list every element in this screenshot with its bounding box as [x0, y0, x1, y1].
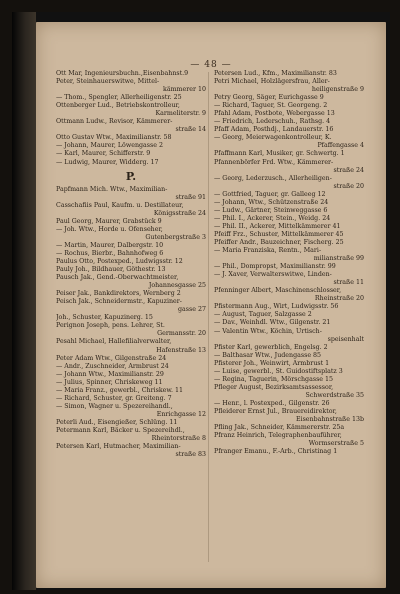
directory-entry: Pfister Karl, gewerblich, Engelsg. 2 [214, 343, 328, 351]
directory-entry: — Julius, Spinner, Chriskeweg 11 [56, 378, 163, 386]
directory-entry: Pfistermann Aug., Wirt, Ludwigsstr. 56 [214, 303, 339, 311]
directory-entry: Pfranger Emanu., F.-Arb., Christinag 1 [214, 448, 338, 456]
directory-entry: — Simon, Wagner u. Spezereihandl., [56, 402, 173, 410]
left-column [56, 70, 206, 459]
section-letter: P. [125, 169, 137, 183]
directory-entry: — Martin, Maurer, Dalbergstr. 10 [56, 241, 164, 249]
directory-entry-continuation: speisenhalt [327, 335, 364, 343]
directory-entry: — Georg, Lederzusch., Allerheiligen- [214, 174, 332, 182]
book-binding [12, 12, 36, 590]
directory-entry: — Phil., Dompropst, Maximilianstr. 99 [214, 263, 336, 271]
directory-entry-continuation: Königsstraße 24 [153, 209, 206, 217]
directory-entry-continuation: straße 24 [333, 166, 364, 174]
directory-entry: — Johann, Wtw., Schützenstraße 24 [214, 198, 329, 206]
directory-entry-continuation: Rheintorstraße 8 [151, 435, 206, 443]
directory-entry-continuation: Wormserstraße 5 [308, 440, 364, 448]
directory-entry: — Phil. II., Ackerer, Mittelkämmerer 41 [214, 222, 341, 230]
directory-entry: Ottenberger Lud., Betriebskontrolleur, [56, 102, 180, 110]
directory-entry: Pfeiffer Andr., Bauzeichner, Fischerg. 25 [214, 238, 344, 246]
directory-entry: Joh., Schuster, Kapuzinerg. 15 [56, 314, 153, 322]
directory-entry: Casschafiis Paul, Kaufm. u. Destillateur, [56, 201, 184, 209]
directory-entry: Otto Gustav Wtw., Maximilianstr. 58 [56, 134, 172, 142]
directory-entry: Peter Adam Wtw., Gilgenstraße 24 [56, 354, 167, 362]
directory-entry: Pfahl Adam, Postbote, Webergasse 13 [214, 110, 335, 118]
directory-entry: — Gottfried, Taguer, gr. Galleeg 12 [214, 190, 326, 198]
directory-entry-continuation: Johannesgasse 25 [148, 282, 206, 290]
directory-entry-continuation: gasse 27 [178, 306, 206, 314]
directory-entry-continuation: Karmeliterstr. 9 [155, 110, 206, 118]
directory-entry: Pausch Jak., Gend.-Oberwachtmeister, [56, 274, 179, 282]
directory-entry-continuation: straße 83 [175, 451, 206, 459]
directory-entry: Perignon Joseph, pens. Lehrer, St. [56, 322, 165, 330]
book-page-photo [12, 12, 390, 590]
directory-entry: Peisch Jak., Schneidermstr., Kapuziner- [56, 298, 182, 306]
directory-entry: Pfleiderer Ernst Jul., Brauereidirektor, [214, 407, 337, 415]
directory-entry: Pfling Jak., Schneider, Kämmererstr. 25a [214, 424, 345, 432]
directory-entry-continuation: Germansstr. 20 [157, 330, 206, 338]
directory-entry: — J. Xaver, Verwalterswitwe, Linden- [214, 271, 332, 279]
directory-entry: Pfranz Heinrich, Telegraphenbauführer, [214, 432, 342, 440]
directory-entry: Peiser Jak., Bankdirektors, Wernberg 2 [56, 290, 181, 298]
directory-entry: — Phil. I., Ackerer, Stein., Weidg. 24 [214, 214, 331, 222]
directory-entry: Petersen Karl, Hutmacher, Maximilian- [56, 443, 181, 451]
directory-entry: Ottmann Ludw., Revisor, Kämmerer- [56, 118, 173, 126]
directory-entry: Petersen Lud., Kfm., Maximilianstr. 83 [214, 70, 337, 77]
directory-entry: — Richard, Taguer, St. Georgeng. 2 [214, 102, 328, 110]
directory-entry-continuation: Pfaffengasse 4 [317, 142, 364, 150]
right-column [214, 70, 364, 456]
directory-entry-continuation: straße 91 [175, 193, 206, 201]
directory-entry: Paulus Otto, Postexped., Ludwigsstr. 12 [56, 257, 183, 265]
directory-entry: Pfisterer Joh., Weinwirt, Armbrust 1 [214, 359, 330, 367]
directory-entry-continuation: straße 20 [333, 182, 364, 190]
directory-entry: Pfaffmann Karl, Musiker, gr. Schwertg. 1 [214, 150, 345, 158]
directory-entry: Peter, Steinhauerswitwe, Mittel- [56, 78, 160, 86]
directory-entry: Paul Georg, Maurer, Grabstück 9 [56, 217, 162, 225]
directory-entry: Ott Mar, Ingenieursbuchn.,Eisenbahnst.9 [56, 70, 189, 77]
directory-entry: — Johann Wtw., Maximilianstr. 29 [56, 370, 164, 378]
directory-entry-continuation: straße 14 [175, 126, 206, 134]
directory-entry: — Ludw., Gärtner, Steinweggasse 6 [214, 206, 328, 214]
page-number: — 48 — [190, 60, 232, 70]
directory-entry-continuation: Schwerdstraße 35 [305, 391, 364, 399]
directory-entry: — Regina, Taguerin, Mörschgasse 15 [214, 375, 334, 383]
directory-entry: Papfmann Mich. Wtw., Maximilian- [56, 185, 168, 193]
directory-entry: Pauly Joh., Bildhauer, Göthestr. 13 [56, 266, 166, 274]
directory-entry: — Johann, Maurer, Löwengasse 2 [56, 142, 163, 150]
directory-entry-continuation: kämmerer 10 [163, 86, 206, 94]
column-divider [208, 72, 209, 562]
directory-entry-continuation: Gutenbergstraße 3 [145, 233, 206, 241]
directory-entry: — Maria Franziska, Rentn., Mari- [214, 247, 322, 255]
directory-entry-continuation: Rheinstraße 20 [314, 295, 364, 303]
directory-entry: — Rochus, Bierbr., Bahnhofweg 6 [56, 249, 164, 257]
directory-entry: Pesahl Michael, Hallefilialverwalter, [56, 338, 172, 346]
directory-entry: Petry Georg, Säger, Eurichgasse 9 [214, 94, 324, 102]
directory-entry: Pfleger August, Bezirksamtsassessor, [214, 383, 334, 391]
directory-entry: — Maria Franz., gewerbl., Chriskew. 11 [56, 386, 184, 394]
directory-entry: Peterli Aud., Eisengießer, Schlüng. 11 [56, 418, 178, 426]
directory-entry: — Balthasar Wtw., Judengasse 85 [214, 351, 322, 359]
directory-entry-continuation: Eisenbahnstraße 13b [295, 416, 364, 424]
directory-entry: — August, Taguer, Salzgasse 2 [214, 311, 312, 319]
directory-entry: — Friedrich, Lederschuh., Rathsg. 4 [214, 118, 331, 126]
directory-entry: — Georg, Meierwagenkontrolleur, K. [214, 134, 332, 142]
directory-entry: — Valentin Wtw., Köchin, Urtisch- [214, 327, 322, 335]
directory-entry-continuation: Enrichgasse 12 [156, 410, 206, 418]
directory-entry: — Richard, Schuster, gr. Greiteng. 7 [56, 394, 172, 402]
directory-entry-continuation: Hafenstraße 13 [156, 346, 206, 354]
directory-entry: — Ludwig, Maurer, Widderg. 17 [56, 158, 159, 166]
directory-entry: Pfannenbörfer Frd. Wtw., Kämmerer- [214, 158, 334, 166]
directory-entry: — Luise, gewerbl., St. Guidostiftsplatz 3 [214, 367, 343, 375]
directory-entry-continuation: heiligenstraße 9 [311, 86, 364, 94]
directory-entry: — Karl, Maurer, Schifferstr. 9 [56, 150, 151, 158]
directory-entry-continuation: milianstraße 99 [313, 255, 364, 263]
directory-entry: Pfenninger Albert, Maschinenschlosser, [214, 287, 342, 295]
directory-entry: Petri Michael, Holzlägersfrau, Aller- [214, 78, 330, 86]
directory-entry-continuation: straße 11 [333, 279, 364, 287]
directory-entry: — Andr., Zuschneider, Armbrust 24 [56, 362, 169, 370]
directory-entry: Petermann Karl, Bäcker u. Spezereihdl., [56, 426, 185, 434]
directory-entry: — Henr., l. Postexped., Gilgenstr. 26 [214, 399, 330, 407]
directory-entry: — Thom., Spengler, Allerheiligenstr. 25 [56, 94, 182, 102]
directory-entry: — Joh. Wtw., Horde u. Ofenseher, [56, 225, 163, 233]
directory-entry: Pfeiff Frz., Schuster, Mittelkämmerer 45 [214, 230, 344, 238]
directory-entry: — Dav., Weinhdl. Wtw., Gilgenstr. 21 [214, 319, 331, 327]
directory-entry: Pfaff Adam, Posthdj., Landauerstr. 16 [214, 126, 334, 134]
